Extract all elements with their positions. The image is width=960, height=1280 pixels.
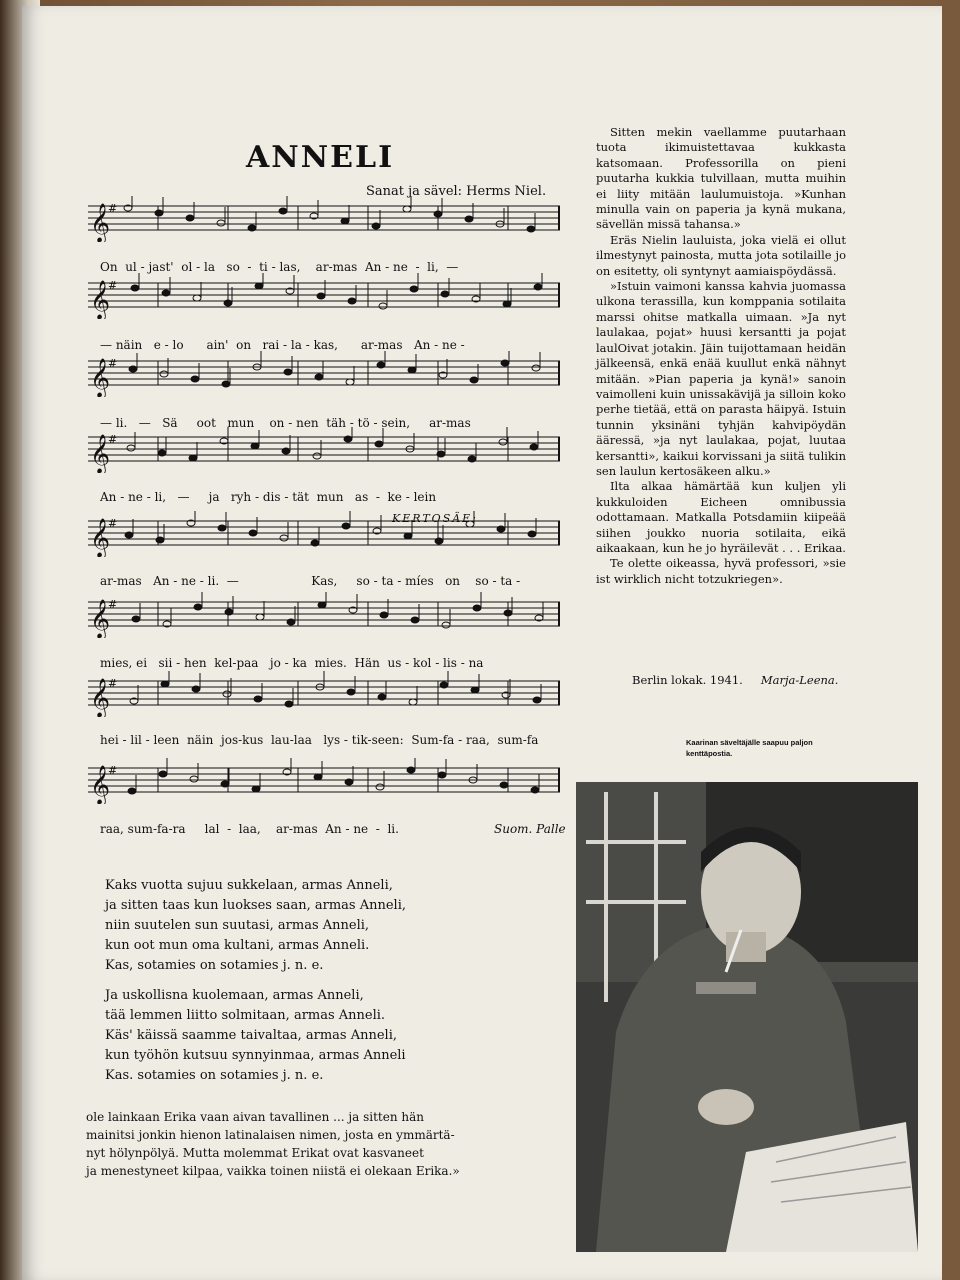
paragraph: Te olette oikeassa, hyvä professori, »sie ist wirklich nicht totzukriegen». xyxy=(596,556,846,586)
verse-line: Käs' käissä saamme taivaltaa, armas Anneli, xyxy=(105,1028,397,1043)
svg-text:#: # xyxy=(108,677,118,690)
paragraph: Sitten mekin vaellamme puutarhaan tuota ikimuistettavaa kukkasta katsomaan. Professorilla on pieni puutarha kukkia tulvillaan, mutta muihin ei liity mitään laulumuistoja. »Kunhan minulla vain on paperia ja kynä mukana, sävellän missä tahansa.» xyxy=(596,125,846,232)
article-continuation xyxy=(86,1108,486,1180)
lyric-line-5: ar-mas An - ne - li. — Kas, so - ta - míes on so - ta - xyxy=(100,574,521,588)
lyric-line-8: raa, sum-fa-ra lal - laa, ar-mas An - ne - li. xyxy=(100,822,399,836)
song-credit: Sanat ja sävel: Herms Niel. xyxy=(366,184,547,199)
text-line: ja menestyneet kilpaa, vaikka toinen niistä ei olekaan Erika.» xyxy=(86,1164,460,1178)
music-staff xyxy=(88,758,560,804)
svg-text:#: # xyxy=(108,433,118,446)
svg-text:#: # xyxy=(108,598,118,611)
lyric-line-7: hei - lil - leen näin jos-kus lau-laa lys - tik-seen: Sum-fa - raa, sum-fa xyxy=(100,733,539,747)
translator-credit: Suom. Palle xyxy=(494,822,566,836)
svg-text:𝄞: 𝄞 xyxy=(90,599,111,638)
chorus-label: KERTOSÄE: xyxy=(392,512,478,525)
svg-text:𝄞: 𝄞 xyxy=(90,518,111,557)
svg-text:#: # xyxy=(108,764,118,777)
svg-text:𝄞: 𝄞 xyxy=(90,358,111,397)
lyric-line-6: mies, ei sii - hen kel-paa jo - ka mies. Hän us - kol - lis - na xyxy=(100,656,484,670)
lyric-line-1: On ul - jast' ol - la so - ti - las, ar-mas An - ne - li, — xyxy=(100,260,459,274)
music-staff xyxy=(88,273,560,319)
lyric-line-2: — näin e - lo ain' on rai - la - kas, ar-mas An - ne - xyxy=(100,338,465,352)
paragraph: Eräs Nielin lauluista, joka vielä ei ollut ilmestynyt painosta, mutta jota sotilaille jo on esitetty, oli syntynyt aamiaispöydässä. xyxy=(596,232,846,278)
verse-line: Ja uskollisna kuolemaan, armas Anneli, xyxy=(105,988,364,1003)
music-staff xyxy=(88,427,560,473)
composer-photo-image xyxy=(576,782,918,1252)
article-column xyxy=(596,125,846,587)
text-line: mainitsi jonkin hienon latinalaisen nimen, josta en ymmärtä- xyxy=(86,1128,455,1142)
article-signature xyxy=(632,673,838,687)
verse-line: niin suutelen sun suutasi, armas Anneli, xyxy=(105,918,370,933)
paragraph: Ilta alkaa hämärtää kun kuljen yli kukkuloiden Eicheen omnibussia odottamaan. Matkalla Potsdamiin kiipeää siihen joukko nuoria sotilaita, eikä aikaakaan, kun he jo hyräilevät . . . Erikaa. xyxy=(596,479,846,555)
lyric-line-3: — li. — Sä oot mun on - nen täh - tö - sein, ar-mas xyxy=(100,416,471,430)
music-staff xyxy=(88,351,560,397)
svg-text:𝄞: 𝄞 xyxy=(90,434,111,473)
svg-text:𝄞: 𝄞 xyxy=(90,203,111,242)
verse-line: kun oot mun oma kultani, armas Anneli. xyxy=(105,938,370,953)
photo-caption: Kaarinan säveltäjälle saapuu paljon kenttäpostia. xyxy=(686,738,813,758)
verse-line: tää lemmen liitto solmitaan, armas Anneli. xyxy=(105,1008,386,1023)
verse-1 xyxy=(105,876,406,976)
text-line: ole lainkaan Erika vaan aivan tavallinen ... ja sitten hän xyxy=(86,1110,424,1124)
svg-text:#: # xyxy=(108,279,118,292)
svg-text:𝄞: 𝄞 xyxy=(90,678,111,717)
music-staff xyxy=(88,592,560,638)
verse-2 xyxy=(105,986,406,1086)
verse-line: ja sitten taas kun luokses saan, armas Anneli, xyxy=(105,898,407,913)
svg-text:#: # xyxy=(108,202,118,215)
verse-line: Kas. sotamies on sotamies j. n. e. xyxy=(105,1068,324,1083)
verse-line: Kaks vuotta sujuu sukkelaan, armas Anneli, xyxy=(105,878,393,893)
verse-line: kun työhön kutsuu synnyinmaa, armas Anneli xyxy=(105,1048,406,1063)
music-staff xyxy=(88,511,560,557)
svg-text:#: # xyxy=(108,517,118,530)
svg-text:𝄞: 𝄞 xyxy=(90,280,111,319)
svg-text:#: # xyxy=(108,357,118,370)
verse-line: Kas, sotamies on sotamies j. n. e. xyxy=(105,958,324,973)
music-staff xyxy=(88,671,560,717)
signature-author: Marja-Leena. xyxy=(760,673,839,687)
music-staff xyxy=(88,196,560,242)
paragraph: »Istuin vaimoni kanssa kahvia juomassa ulkona terassilla, kun komppania sotilaita marssi ohitse matkalla uimaan. »Ja nyt laulakaa, pojat» huusi kersantti ja pojat laulOivat jotakin. Jäin tuijottamaan heidän jälkeensä, enkä enää kuullut enkä nähnyt mitään. »Pian paperia ja kynä!» sanoin vaimolleni kuin unissakävijä ja silloin koko perhe tietää, että on parasta häipyä. Istuin tunnin yksinäni tyhjän kahvipöydän ääressä, »ja nyt laulakaa, pojat, luutaa kersantti», kaikui korvissani ja siitä tulikin sen laulun kertosäkeen alku.» xyxy=(596,279,846,478)
text-line: nyt hölynpölyä. Mutta molemmat Erikat ovat kasvaneet xyxy=(86,1146,424,1160)
song-title: ANNELI xyxy=(246,140,395,175)
signature-place: Berlin lokak. 1941. xyxy=(632,673,743,687)
lyric-line-4: An - ne - li, — ja ryh - dis - tät mun as - ke - lein xyxy=(100,490,437,504)
composer-photo xyxy=(576,782,918,1252)
svg-text:𝄞: 𝄞 xyxy=(90,765,111,804)
